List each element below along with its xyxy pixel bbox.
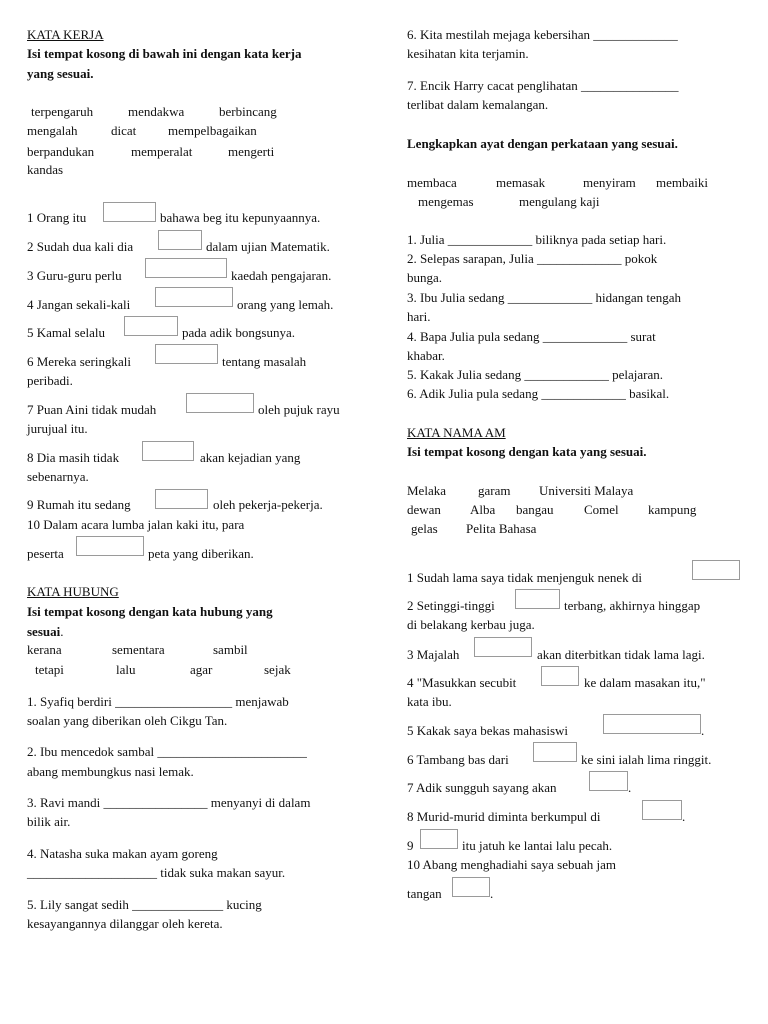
word-bank-item: berbincang: [219, 104, 277, 119]
question-punct: .: [490, 886, 494, 901]
answer-box[interactable]: [515, 589, 560, 609]
word-bank-item: mengalah: [27, 123, 78, 138]
kata-hubung-instruction-cont: [27, 624, 63, 640]
word-bank-item: bangau: [516, 502, 554, 517]
question-text: 7. Encik Harry cacat penglihatan _______________: [407, 78, 679, 93]
question-text-cont: di belakang kerbau juga.: [407, 617, 535, 632]
question-text: 5 Kakak saya bekas mahasiswi: [407, 723, 569, 738]
word-bank-item: berpandukan: [27, 144, 95, 159]
question-text: 9: [407, 838, 414, 853]
answer-box[interactable]: [124, 316, 178, 336]
question-text: akan diterbitkan tidak lama lagi.: [537, 647, 705, 662]
sentence-line: bunga.: [407, 270, 443, 285]
answer-box[interactable]: [533, 742, 577, 762]
question-text: 8 Murid-murid diminta berkumpul di: [407, 809, 601, 824]
question-text: 1 Orang itu: [27, 210, 87, 225]
question-text: bahawa beg itu kepunyaannya.: [160, 210, 321, 225]
sentence-line: 5. Kakak Julia sedang _____________ pelajaran.: [407, 367, 663, 382]
question-text: oleh pekerja-pekerja.: [213, 497, 323, 512]
question-text: 4 Jangan sekali-kali: [27, 297, 131, 312]
question-text-cont: terlibat dalam kemalangan.: [407, 97, 549, 112]
question-text: 5 Kamal selalu: [27, 325, 105, 340]
answer-box[interactable]: [155, 344, 218, 364]
sentence-line: 3. Ibu Julia sedang _____________ hidangan tengah: [407, 290, 682, 305]
question-text-cont: peserta: [27, 546, 64, 561]
answer-box[interactable]: [452, 877, 490, 897]
question-text-cont: peribadi.: [27, 373, 73, 388]
kata-kerja-instruction-cont: yang sesuai.: [27, 66, 94, 81]
word-bank-item: Alba: [470, 502, 496, 517]
question-text: 6 Mereka seringkali: [27, 354, 131, 369]
word-bank-item: Pelita Bahasa: [466, 521, 537, 536]
word-bank-item: kerana: [27, 642, 62, 657]
question-text: 4. Natasha suka makan ayam goreng: [27, 846, 218, 861]
word-bank-item: Comel: [584, 502, 619, 517]
answer-box[interactable]: [76, 536, 144, 556]
question-text: oleh pujuk rayu: [258, 402, 340, 417]
word-bank-item: agar: [190, 662, 213, 677]
word-bank-item: terpengaruh: [31, 104, 94, 119]
answer-box[interactable]: [603, 714, 701, 734]
question-text: orang yang lemah.: [237, 297, 334, 312]
answer-box[interactable]: [420, 829, 458, 849]
question-text-cont: soalan yang diberikan oleh Cikgu Tan.: [27, 713, 228, 728]
question-punct: .: [701, 723, 705, 738]
word-bank-item: sejak: [264, 662, 291, 677]
word-bank-item: mengemas: [418, 194, 474, 209]
word-bank-item: membaiki: [656, 175, 708, 190]
answer-box[interactable]: [155, 287, 233, 307]
question-text: 6 Tambang bas dari: [407, 752, 509, 767]
question-text: dalam ujian Matematik.: [206, 239, 330, 254]
question-text: 1. Syafiq berdiri __________________ menjawab: [27, 694, 289, 709]
word-bank-item: gelas: [411, 521, 438, 536]
kata-kerja-heading: KATA KERJA: [27, 27, 104, 42]
answer-box[interactable]: [692, 560, 740, 580]
question-punct: .: [628, 780, 632, 795]
word-bank-item: mempelbagaikan: [168, 123, 257, 138]
question-text: 3. Ravi mandi ________________ menyanyi di dalam: [27, 795, 311, 810]
question-text: kaedah pengajaran.: [231, 268, 332, 283]
sentence-line: 6. Adik Julia pula sedang _____________ basikal.: [407, 386, 670, 401]
question-text-cont: kesayangannya dilanggar oleh kereta.: [27, 916, 223, 931]
question-text: 2 Sudah dua kali dia: [27, 239, 134, 254]
question-text: 9 Rumah itu sedang: [27, 497, 131, 512]
word-bank-item: kampung: [648, 502, 697, 517]
word-bank-item: lalu: [116, 662, 136, 677]
answer-box[interactable]: [103, 202, 156, 222]
sentence-line: khabar.: [407, 348, 445, 363]
kata-hubung-heading: KATA HUBUNG: [27, 584, 119, 599]
word-bank-item: mengerti: [228, 144, 275, 159]
word-bank-item: Melaka: [407, 483, 446, 498]
question-text: terbang, akhirnya hinggap: [564, 598, 701, 613]
question-text: 8 Dia masih tidak: [27, 450, 120, 465]
question-text: 2 Setinggi-tinggi: [407, 598, 495, 613]
question-text: 10 Abang menghadiahi saya sebuah jam: [407, 857, 617, 872]
word-bank-item: memasak: [496, 175, 546, 190]
question-text-cont: kesihatan kita terjamin.: [407, 46, 529, 61]
question-text: 6. Kita mestilah mejaga kebersihan _____________: [407, 27, 678, 42]
lengkapkan-instruction: Lengkapkan ayat dengan perkataan yang sesuai.: [407, 136, 678, 151]
answer-box[interactable]: [589, 771, 628, 791]
instruction-word: sesuai: [27, 624, 61, 639]
question-text-cont: abang membungkus nasi lemak.: [27, 764, 194, 779]
question-text-cont: sebenarnya.: [27, 469, 89, 484]
question-text: 7 Puan Aini tidak mudah: [27, 402, 157, 417]
word-bank-item: memperalat: [131, 144, 193, 159]
answer-box[interactable]: [158, 230, 202, 250]
kata-nama-am-heading: KATA NAMA AM: [407, 425, 506, 440]
word-bank-item: mengulang kaji: [519, 194, 600, 209]
question-text: 2. Ibu mencedok sambal _______________________: [27, 744, 307, 759]
question-punct: .: [682, 809, 686, 824]
kata-kerja-instruction: Isi tempat kosong di bawah ini dengan kata kerja: [27, 46, 302, 61]
sentence-line: 2. Selepas sarapan, Julia _____________ pokok: [407, 251, 658, 266]
question-text-cont: jurujual itu.: [27, 421, 88, 436]
word-bank-item: menyiram: [583, 175, 636, 190]
answer-box[interactable]: [186, 393, 254, 413]
sentence-line: 4. Bapa Julia pula sedang _____________ surat: [407, 329, 656, 344]
answer-box[interactable]: [642, 800, 682, 820]
question-text: 4 "Masukkan secubit: [407, 675, 517, 690]
question-text: ke sini ialah lima ringgit.: [581, 752, 712, 767]
question-text-cont: kata ibu.: [407, 694, 452, 709]
word-bank-item: sementara: [112, 642, 165, 657]
instruction-punct: .: [60, 624, 64, 639]
word-bank-item: mendakwa: [128, 104, 185, 119]
question-text: 1 Sudah lama saya tidak menjenguk nenek di: [407, 570, 643, 585]
word-bank-item: dewan: [407, 502, 441, 517]
word-bank-item: kandas: [27, 162, 64, 177]
question-text: ke dalam masakan itu,": [584, 675, 706, 690]
question-text: akan kejadian yang: [200, 450, 301, 465]
question-text-cont: bilik air.: [27, 814, 71, 829]
question-text: peta yang diberikan.: [148, 546, 254, 561]
question-text: 3 Guru-guru perlu: [27, 268, 122, 283]
question-text-cont: tangan: [407, 886, 442, 901]
word-bank-item: tetapi: [35, 662, 64, 677]
question-text: itu jatuh ke lantai lalu pecah.: [462, 838, 613, 853]
question-text: tentang masalah: [222, 354, 307, 369]
word-bank-item: garam: [478, 483, 511, 498]
kata-nama-am-instruction: Isi tempat kosong dengan kata yang sesuai.: [407, 444, 647, 459]
word-bank-item: dicat: [111, 123, 137, 138]
answer-box[interactable]: [142, 441, 194, 461]
question-text: pada adik bongsunya.: [182, 325, 296, 340]
question-text-cont: ____________________ tidak suka makan sayur.: [27, 865, 286, 880]
question-text: 3 Majalah: [407, 647, 460, 662]
word-bank-item: membaca: [407, 175, 457, 190]
word-bank-item: Universiti Malaya: [539, 483, 634, 498]
sentence-line: 1. Julia _____________ biliknya pada setiap hari.: [407, 232, 667, 247]
question-text: 7 Adik sungguh sayang akan: [407, 780, 557, 795]
question-text: 10 Dalam acara lumba jalan kaki itu, para: [27, 517, 245, 532]
answer-box[interactable]: [145, 258, 227, 278]
answer-box[interactable]: [155, 489, 208, 509]
question-text: 5. Lily sangat sedih ______________ kucing: [27, 897, 262, 912]
word-bank-item: sambil: [213, 642, 248, 657]
answer-box[interactable]: [474, 637, 532, 657]
answer-box[interactable]: [541, 666, 579, 686]
kata-hubung-instruction: Isi tempat kosong dengan kata hubung yang: [27, 604, 273, 619]
sentence-line: hari.: [407, 309, 431, 324]
